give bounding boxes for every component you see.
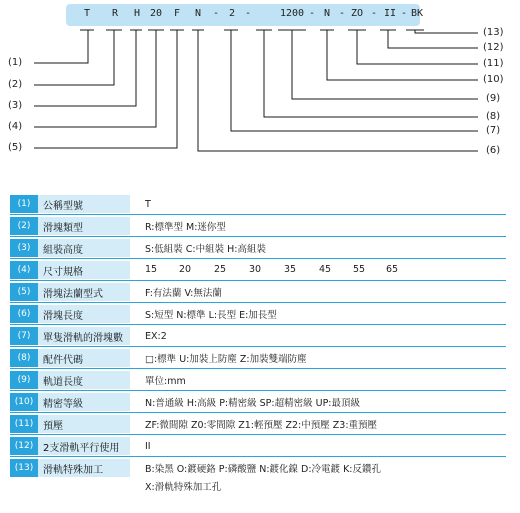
row-divider	[10, 214, 506, 215]
spec-row	[10, 415, 506, 435]
row-label: 滑塊法蘭型式	[38, 283, 130, 301]
callout-lines	[0, 0, 520, 190]
callout-5: (5)	[8, 142, 23, 153]
spec-row	[10, 437, 506, 457]
row-divider	[10, 302, 506, 303]
spec-row	[10, 217, 506, 237]
code-segment-12: II	[384, 8, 397, 19]
row-number: (11)	[10, 415, 38, 433]
size-value: 25	[214, 264, 227, 275]
size-value: 45	[319, 264, 332, 275]
row-value: N:普通級 H:高級 P:精密級 SP:超精密級 UP:最頂級	[145, 398, 361, 409]
row-value: R:標準型 M:迷你型	[145, 222, 226, 233]
row-number: (10)	[10, 393, 38, 411]
row-value: □:標準 U:加裝上防塵 Z:加裝雙端防塵	[145, 354, 307, 365]
row-divider	[10, 324, 506, 325]
row-number: (12)	[10, 437, 38, 455]
callout-8: (8)	[486, 111, 501, 122]
row-label: 預壓	[38, 415, 130, 433]
callout-2: (2)	[8, 79, 23, 90]
row-value: S:低組裝 C:中組裝 H:高組裝	[145, 244, 266, 255]
callout-10: (10)	[483, 74, 504, 85]
callout-13: (13)	[483, 27, 504, 38]
row-label: 組裝高度	[38, 239, 130, 257]
code-separator: -	[213, 8, 220, 19]
code-segment-1: T	[84, 8, 91, 19]
size-value: 65	[386, 264, 399, 275]
row-label: 精密等級	[38, 393, 130, 411]
code-segment-6: N	[195, 8, 202, 19]
spec-row	[10, 305, 506, 325]
code-separator: -	[371, 8, 378, 19]
row-divider	[10, 434, 506, 435]
row-value-continued: X:滑軌特殊加工孔	[145, 482, 222, 493]
row-value: ZF:微間隙 Z0:零間隙 Z1:輕預壓 Z2:中預壓 Z3:重預壓	[145, 420, 378, 431]
callout-1: (1)	[8, 57, 23, 68]
row-label: 配件代碼	[38, 349, 130, 367]
size-value: 55	[353, 264, 366, 275]
callout-7: (7)	[486, 125, 501, 136]
row-divider	[10, 456, 506, 457]
row-number: (4)	[10, 261, 38, 279]
row-label: 滑塊長度	[38, 305, 130, 323]
size-value: 30	[249, 264, 262, 275]
spec-row	[10, 327, 506, 347]
spec-row	[10, 283, 506, 303]
row-value: B:染黑 O:鍍硬鉻 P:磷酸鹽 N:鍍化鎳 D:冷電鍍 K:反鑽孔	[145, 464, 382, 475]
row-number: (8)	[10, 349, 38, 367]
row-divider	[10, 280, 506, 281]
spec-row	[10, 393, 506, 413]
row-value: S:短型 N:標準 L:長型 E:加長型	[145, 310, 277, 321]
spec-row	[10, 371, 506, 391]
callout-11: (11)	[483, 58, 504, 69]
callout-3: (3)	[8, 100, 23, 111]
row-label: 滑塊類型	[38, 217, 130, 235]
row-value: 單位:mm	[145, 376, 186, 387]
code-separator: -	[245, 8, 252, 19]
row-value: EX:2	[145, 330, 167, 342]
spec-row	[10, 195, 506, 215]
row-divider	[10, 368, 506, 369]
model-code-diagram	[0, 0, 520, 190]
row-number: (5)	[10, 283, 38, 301]
row-label: 公稱型號	[38, 195, 130, 213]
row-label: 滑軌特殊加工	[38, 459, 130, 477]
code-segment-5: F	[174, 8, 181, 19]
code-segment-4: 20	[150, 8, 163, 19]
row-number: (13)	[10, 459, 38, 477]
row-value: F:有法蘭 V:無法蘭	[145, 288, 222, 299]
spec-row	[10, 349, 506, 369]
row-divider	[10, 412, 506, 413]
row-number: (9)	[10, 371, 38, 389]
row-divider	[10, 346, 506, 347]
row-value: II	[145, 440, 151, 452]
row-label: 2支滑軌平行使用	[38, 437, 130, 455]
code-segment-10: N	[324, 8, 331, 19]
row-divider	[10, 236, 506, 237]
code-segment-3: H	[134, 8, 141, 19]
spec-row	[10, 459, 506, 493]
row-value: T	[145, 198, 151, 210]
row-label: 軌道長度	[38, 371, 130, 389]
code-separator: -	[401, 8, 408, 19]
callout-9: (9)	[486, 93, 501, 104]
size-value: 20	[179, 264, 192, 275]
code-segment-2: R	[112, 8, 119, 19]
size-value: 35	[284, 264, 297, 275]
row-number: (1)	[10, 195, 38, 213]
spec-row	[10, 239, 506, 259]
spec-row	[10, 261, 506, 281]
row-number: (2)	[10, 217, 38, 235]
callout-6: (6)	[486, 145, 501, 156]
code-segment-9: 1200	[280, 8, 305, 19]
code-separator: -	[339, 8, 346, 19]
size-value: 15	[145, 264, 158, 275]
callout-4: (4)	[8, 121, 23, 132]
callout-12: (12)	[483, 42, 504, 53]
code-segment-13: BK	[411, 8, 424, 19]
row-label: 尺寸規格	[38, 261, 130, 279]
row-label: 單隻滑軌的滑塊數	[38, 327, 130, 345]
row-number: (6)	[10, 305, 38, 323]
row-divider	[10, 390, 506, 391]
row-number: (3)	[10, 239, 38, 257]
code-separator: -	[309, 8, 316, 19]
code-segment-11: ZO	[351, 8, 364, 19]
code-segment-7: 2	[229, 8, 236, 19]
row-number: (7)	[10, 327, 38, 345]
row-divider	[10, 258, 506, 259]
